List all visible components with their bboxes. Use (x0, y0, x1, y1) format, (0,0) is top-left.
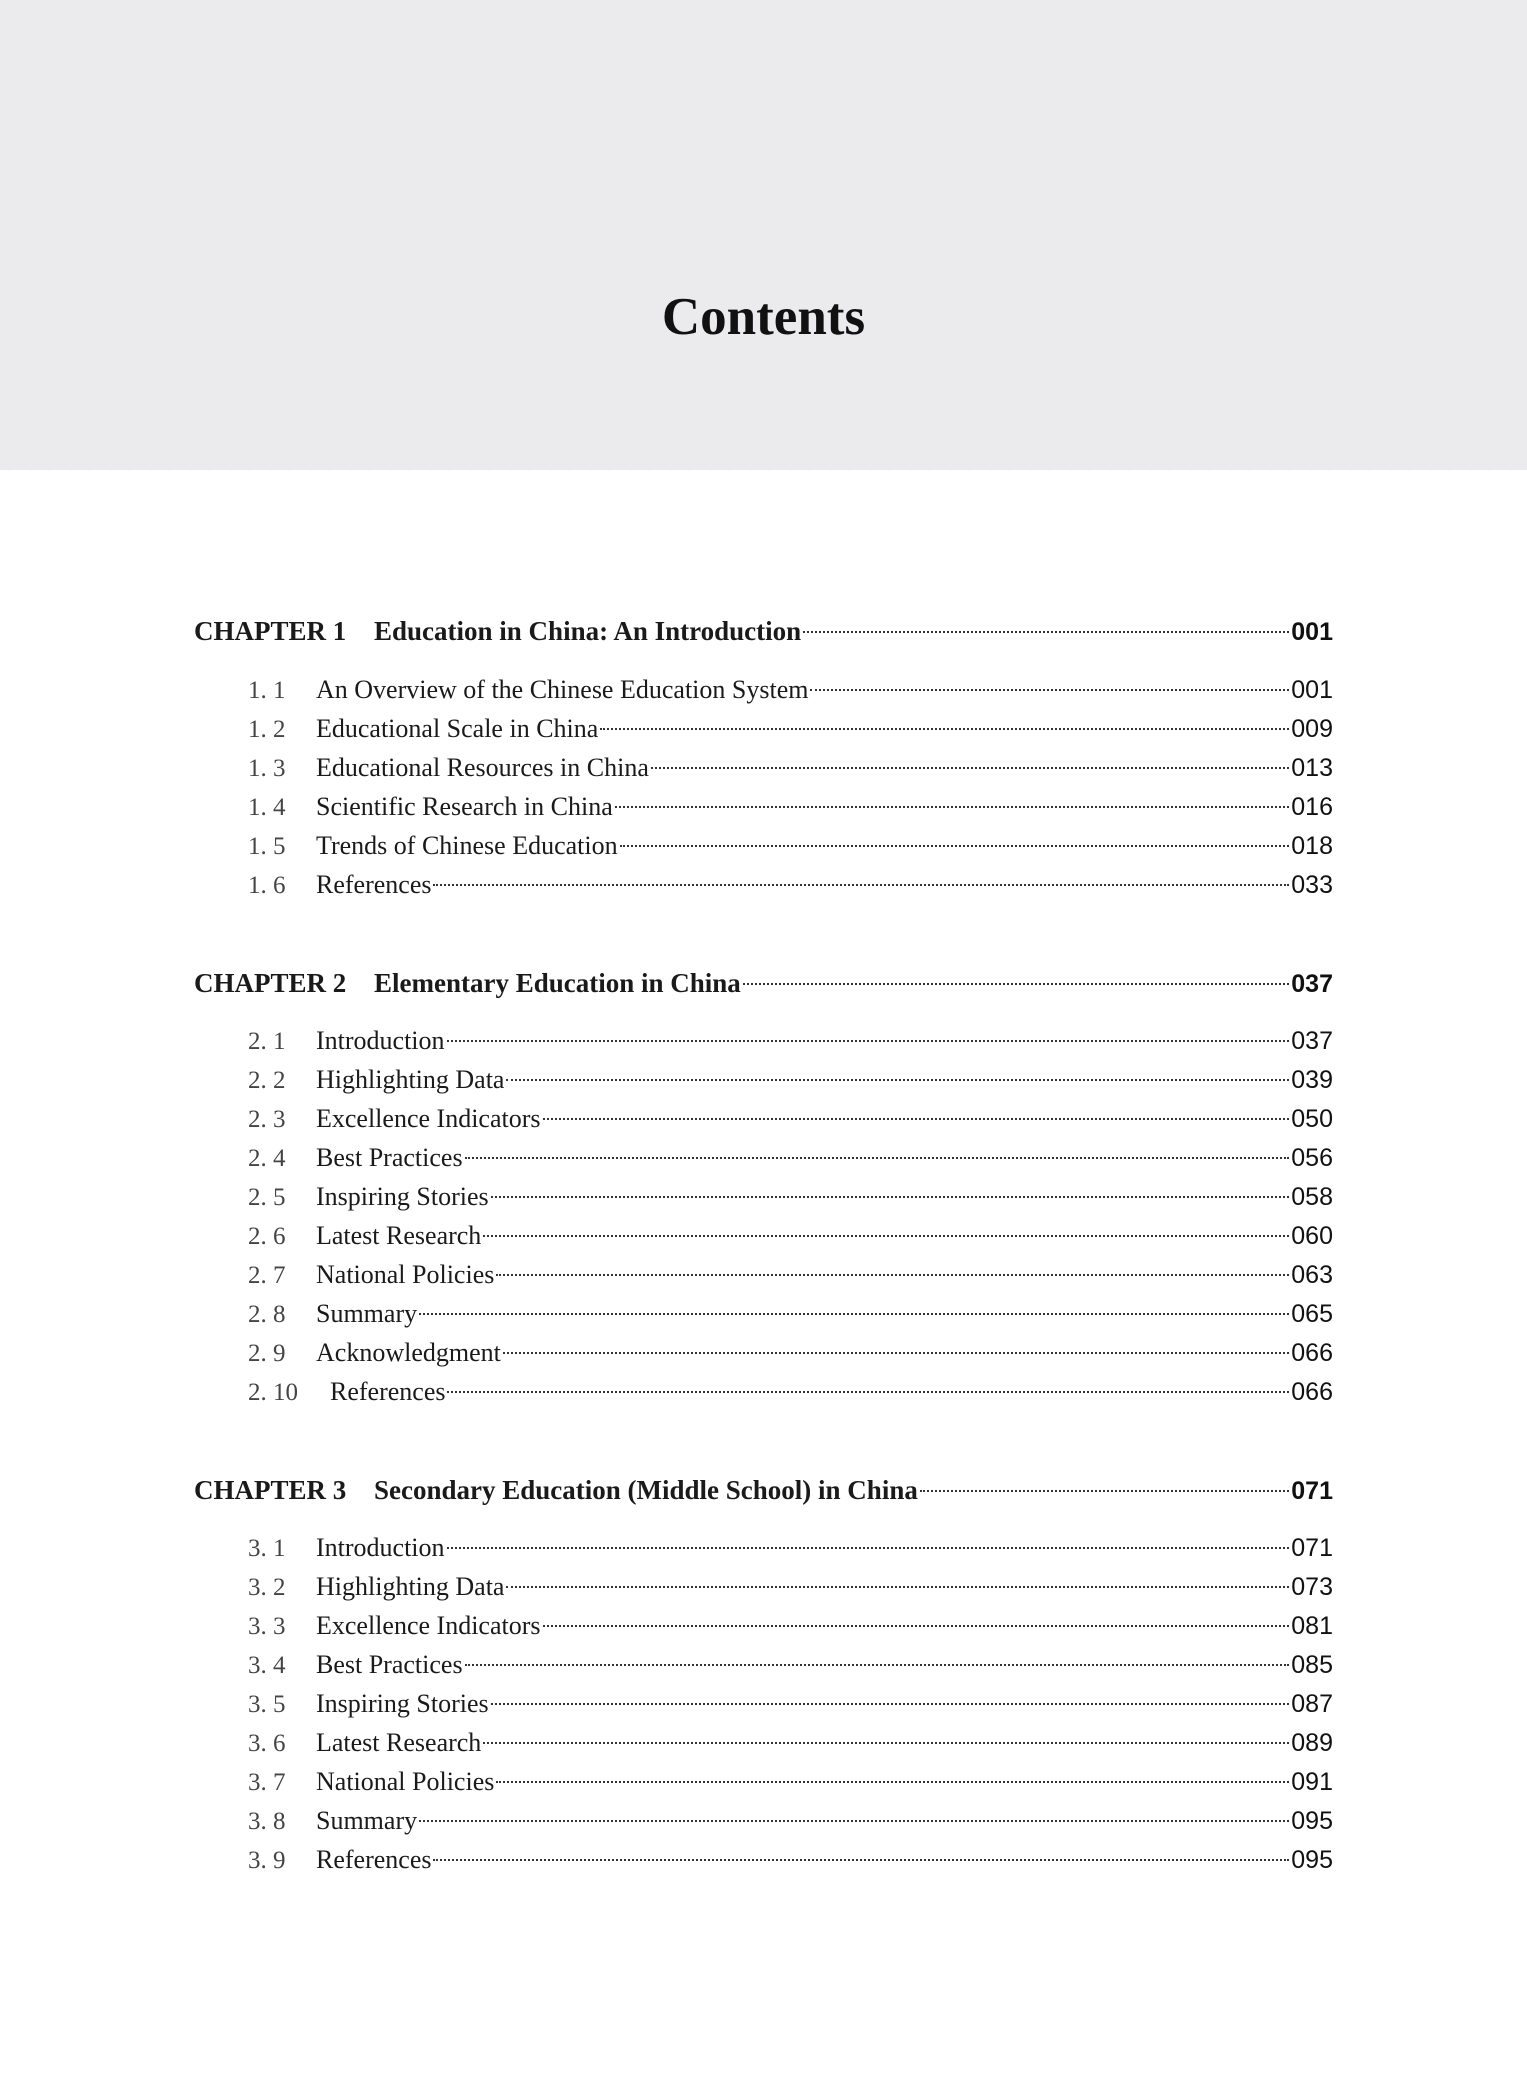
section-title: Latest Research (316, 1728, 482, 1757)
section-title: Trends of Chinese Education (316, 831, 618, 860)
dot-leader (543, 1625, 1290, 1627)
section-number: 2. 10 (248, 1379, 298, 1406)
page-number: 009 (1291, 715, 1333, 743)
section-number: 3. 9 (248, 1847, 286, 1874)
page-number: 091 (1291, 1768, 1333, 1796)
section-number: 1. 3 (248, 755, 286, 782)
section-number: 2. 8 (248, 1301, 286, 1328)
dot-leader (496, 1781, 1289, 1783)
toc-section-3-2[interactable] (0, 1572, 1333, 1602)
page-number: 016 (1291, 793, 1333, 821)
section-number: 1. 4 (248, 794, 286, 821)
chapter-label: CHAPTER 3 (194, 1475, 347, 1505)
section-title: References (316, 1845, 432, 1874)
dot-leader (447, 1547, 1290, 1549)
dot-leader (491, 1703, 1290, 1705)
dot-leader (433, 884, 1289, 886)
dot-leader (465, 1664, 1290, 1666)
toc-section-2-7[interactable] (0, 1260, 1333, 1290)
page-number: 039 (1291, 1066, 1333, 1094)
section-title: Excellence Indicators (316, 1611, 541, 1640)
toc-section-2-1[interactable] (0, 1026, 1333, 1056)
dot-leader (543, 1118, 1290, 1120)
toc-section-3-4[interactable] (0, 1650, 1333, 1680)
section-title: Best Practices (316, 1650, 463, 1679)
section-title: Scientific Research in China (316, 792, 613, 821)
section-title: References (316, 870, 432, 899)
page-number: 071 (1291, 1534, 1333, 1562)
section-number: 2. 2 (248, 1067, 286, 1094)
dot-leader (600, 728, 1289, 730)
dot-leader (447, 1040, 1290, 1042)
dot-leader (419, 1313, 1289, 1315)
page-number: 073 (1291, 1573, 1333, 1601)
section-title: Acknowledgment (316, 1338, 501, 1367)
dot-leader (920, 1490, 1289, 1492)
section-number: 3. 5 (248, 1691, 286, 1718)
page-number: 001 (1291, 676, 1333, 704)
toc-section-1-1[interactable] (0, 675, 1333, 705)
page-number: 066 (1291, 1339, 1333, 1367)
section-title: Excellence Indicators (316, 1104, 541, 1133)
page-number: 037 (1291, 970, 1333, 998)
page-number: 065 (1291, 1300, 1333, 1328)
toc-section-3-6[interactable] (0, 1728, 1333, 1758)
toc-section-2-9[interactable] (0, 1338, 1333, 1368)
toc-chapter-1[interactable] (0, 616, 1333, 647)
dot-leader (506, 1586, 1289, 1588)
chapter-title: Education in China: An Introduction (374, 616, 802, 646)
dot-leader (447, 1391, 1289, 1393)
toc-section-3-7[interactable] (0, 1767, 1333, 1797)
page-number: 033 (1291, 871, 1333, 899)
page-number: 095 (1291, 1846, 1333, 1874)
chapter-title: Secondary Education (Middle School) in China (374, 1475, 918, 1505)
section-number: 3. 6 (248, 1730, 286, 1757)
section-number: 1. 2 (248, 716, 286, 743)
page-number: 089 (1291, 1729, 1333, 1757)
section-title: Introduction (316, 1533, 445, 1562)
section-title: Inspiring Stories (316, 1689, 489, 1718)
section-number: 2. 6 (248, 1223, 286, 1250)
toc-section-3-5[interactable] (0, 1689, 1333, 1719)
toc-section-1-6[interactable] (0, 870, 1333, 900)
dot-leader (496, 1274, 1289, 1276)
toc-section-1-4[interactable] (0, 792, 1333, 822)
dot-leader (491, 1196, 1290, 1198)
section-title: National Policies (316, 1767, 495, 1796)
toc-section-2-6[interactable] (0, 1221, 1333, 1251)
section-title: Highlighting Data (316, 1065, 505, 1094)
section-title: National Policies (316, 1260, 495, 1289)
page-number: 058 (1291, 1183, 1333, 1211)
toc-section-3-1[interactable] (0, 1533, 1333, 1563)
dot-leader (483, 1742, 1289, 1744)
section-title: Best Practices (316, 1143, 463, 1172)
section-title: Summary (316, 1806, 418, 1835)
section-number: 3. 7 (248, 1769, 286, 1796)
toc-section-1-5[interactable] (0, 831, 1333, 861)
dot-leader (743, 983, 1289, 985)
toc-section-2-4[interactable] (0, 1143, 1333, 1173)
page-number: 056 (1291, 1144, 1333, 1172)
toc-chapter-2[interactable] (0, 968, 1333, 999)
page-number: 095 (1291, 1807, 1333, 1835)
page-number: 050 (1291, 1105, 1333, 1133)
page-number: 081 (1291, 1612, 1333, 1640)
chapter-title: Elementary Education in China (374, 968, 741, 998)
page-number: 037 (1291, 1027, 1333, 1055)
section-number: 2. 7 (248, 1262, 286, 1289)
header-band (0, 0, 1527, 470)
page-number: 001 (1291, 618, 1333, 646)
section-title: Latest Research (316, 1221, 482, 1250)
section-title: Introduction (316, 1026, 445, 1055)
page-number: 087 (1291, 1690, 1333, 1718)
section-number: 3. 2 (248, 1574, 286, 1601)
page-title: Contents (661, 288, 866, 346)
toc-section-1-2[interactable] (0, 714, 1333, 744)
toc-section-3-8[interactable] (0, 1806, 1333, 1836)
toc-section-3-3[interactable] (0, 1611, 1333, 1641)
toc-chapter-3[interactable] (0, 1475, 1333, 1506)
section-number: 1. 5 (248, 833, 286, 860)
section-number: 2. 4 (248, 1145, 286, 1172)
dot-leader (810, 689, 1289, 691)
toc-section-2-5[interactable] (0, 1182, 1333, 1212)
page-number: 071 (1291, 1477, 1333, 1505)
page-number: 085 (1291, 1651, 1333, 1679)
dot-leader (503, 1352, 1289, 1354)
page-number: 063 (1291, 1261, 1333, 1289)
section-number: 2. 9 (248, 1340, 286, 1367)
page-number: 013 (1291, 754, 1333, 782)
dot-leader (620, 845, 1290, 847)
section-number: 1. 6 (248, 872, 286, 899)
page-number: 018 (1291, 832, 1333, 860)
toc-section-2-2[interactable] (0, 1065, 1333, 1095)
section-number: 3. 1 (248, 1535, 286, 1562)
toc-section-2-3[interactable] (0, 1104, 1333, 1134)
dot-leader (433, 1859, 1289, 1861)
section-title: An Overview of the Chinese Education System (316, 675, 809, 704)
toc-section-3-9[interactable] (0, 1845, 1333, 1875)
dot-leader (419, 1820, 1289, 1822)
section-title: Highlighting Data (316, 1572, 505, 1601)
toc-section-1-3[interactable] (0, 753, 1333, 783)
section-number: 3. 3 (248, 1613, 286, 1640)
chapter-label: CHAPTER 2 (194, 968, 347, 998)
section-number: 3. 8 (248, 1808, 286, 1835)
page-number: 060 (1291, 1222, 1333, 1250)
section-number: 2. 1 (248, 1028, 286, 1055)
dot-leader (465, 1157, 1290, 1159)
dot-leader (803, 631, 1289, 633)
section-title: Summary (316, 1299, 418, 1328)
dot-leader (506, 1079, 1289, 1081)
section-number: 1. 1 (248, 677, 286, 704)
section-number: 2. 5 (248, 1184, 286, 1211)
section-title: Educational Scale in China (316, 714, 599, 743)
dot-leader (483, 1235, 1289, 1237)
header-scalloped-edge (0, 462, 1527, 478)
dot-leader (651, 767, 1289, 769)
toc-section-2-10[interactable] (0, 1377, 1333, 1407)
toc-section-2-8[interactable] (0, 1299, 1333, 1329)
section-title: Educational Resources in China (316, 753, 649, 782)
dot-leader (615, 806, 1290, 808)
section-title: References (330, 1377, 446, 1406)
page-number: 066 (1291, 1378, 1333, 1406)
chapter-label: CHAPTER 1 (194, 616, 347, 646)
section-number: 3. 4 (248, 1652, 286, 1679)
section-number: 2. 3 (248, 1106, 286, 1133)
section-title: Inspiring Stories (316, 1182, 489, 1211)
